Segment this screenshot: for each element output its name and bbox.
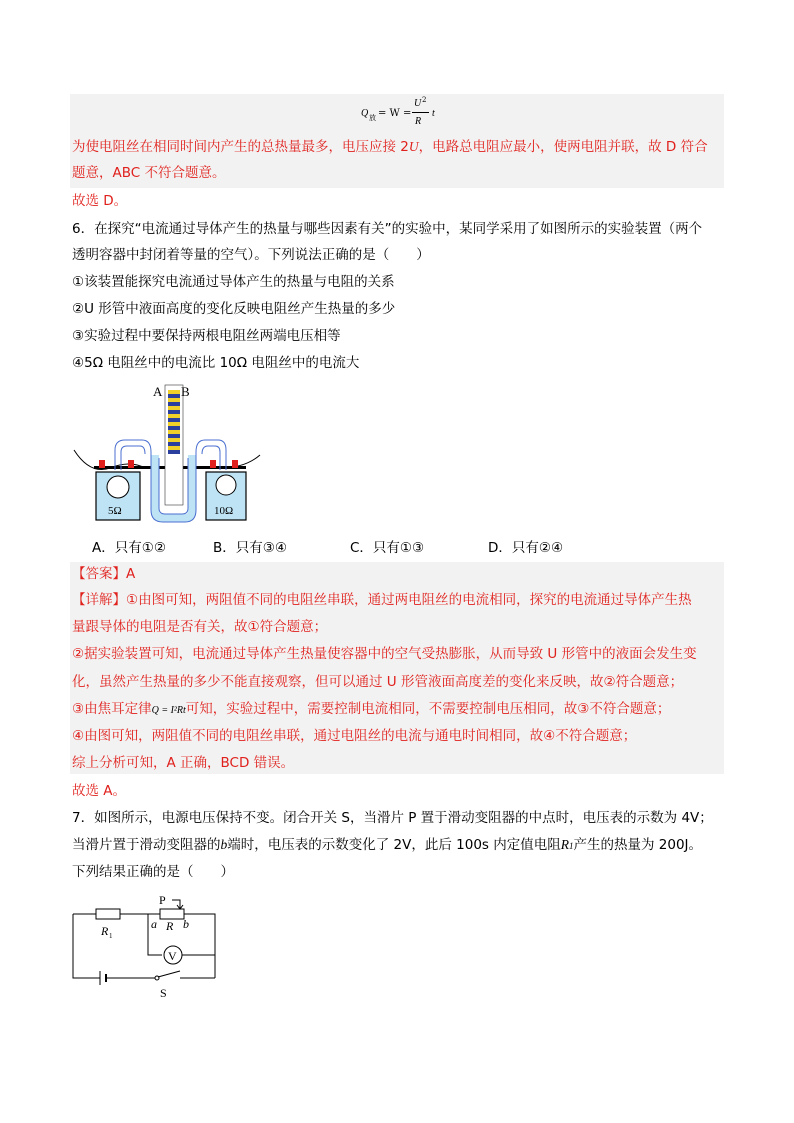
q7-stem-2-a: 当滑片置于滑动变阻器的 (72, 837, 221, 853)
prev-line1-b: ，电路总电阻应最小，使两电阻并联，故 D 符合 (418, 139, 708, 155)
q7-circuit-diagram (70, 888, 220, 1000)
joule-law-formula: Q = I²Rt (151, 705, 186, 716)
q6-detail-2: 量跟导体的电阻是否有关，故①符合题意； (72, 619, 328, 635)
rheostat-r-label: R (166, 919, 174, 933)
q7-stem-2-r-sub: 1 (569, 841, 574, 851)
voltmeter-label: V (168, 949, 177, 963)
formula-mid: = W = (378, 108, 412, 119)
q6-detail-5-a: ③由焦耳定律 (72, 701, 152, 717)
resistor-10-label: 10Ω (214, 505, 234, 517)
q6-item-2: ②U 形管中液面高度的变化反映电阻丝产生热量的多少 (72, 301, 396, 317)
q7-stem-3: 下列结果正确的是（ ） (72, 864, 234, 880)
terminal-a-label: a (151, 917, 157, 931)
formula-fraction-bar (412, 112, 429, 113)
q6-detail-5-b: 可知，实验过程中，需要控制电流相同，不需要控制电压相同，故③不符合题意； (185, 701, 671, 717)
formula-num: U (414, 98, 422, 109)
slider-p-label: P (159, 893, 166, 907)
q7-stem-2-d: 产生的热量为 200J。 (573, 837, 703, 853)
r1-label: R (101, 924, 109, 938)
formula-q: Q (361, 108, 369, 119)
formula-t: t (432, 108, 435, 119)
q6-item-3: ③实验过程中要保持两根电阻丝两端电压相等 (72, 328, 341, 344)
formula-den: R (415, 116, 422, 127)
q6-detail-4: 化，虽然产生热量的多少不能直接观察，但可以通过 U 形管液面高度差的变化来反映，故②符合题意； (72, 674, 684, 690)
q6-option-c[interactable]: C．只有①③ (350, 540, 425, 556)
resistor-5-label: 5Ω (108, 505, 122, 517)
q6-stem-1: 6．在探究“电流通过导体产生的热量与哪些因素有关”的实验中，某同学采用了如图所示的实验装置（两个 (72, 221, 703, 237)
q6-detail-3: ②据实验装置可知，电流通过导体产生热量使容器中的空气受热膨胀，从而导致 U 形管中的液面会发生变 (72, 646, 697, 662)
formula-sup: 2 (422, 96, 427, 104)
q6-choice: 故选 A。 (72, 783, 127, 799)
q6-summary: 综上分析可知，A 正确，BCD 错误。 (72, 755, 295, 771)
q6-option-b[interactable]: B．只有③④ (213, 540, 287, 556)
q7-stem-2-r: R (560, 837, 569, 852)
switch-s-label: S (160, 986, 167, 1000)
q6-stem-2: 透明容器中封闭着等量的空气）。下列说法正确的是（ ） (72, 247, 430, 263)
prev-line1-a: 为使电阻丝在相同时间内产生的总热量最多，电压应接 2 (72, 139, 409, 155)
heat-formula (361, 96, 441, 130)
r1-sub-label: 1 (109, 932, 113, 940)
u-tube-scale-stripes (168, 390, 180, 454)
q6-detail-5 (72, 699, 670, 721)
tube-label-a: A (153, 384, 163, 399)
q7-stem-1: 7．如图所示，电源电压保持不变。闭合开关 S，当滑片 P 置于滑动变阻器的中点时，电压表的示数为 4V； (72, 810, 713, 826)
joule-heating-apparatus-figure (70, 380, 270, 525)
q6-detail-1: 【详解】①由图可知，两阻值不同的电阻丝串联，通过两电阻丝的电流相同，探究的电流通过导体产生热 (72, 592, 692, 608)
tube-label-b: B (181, 384, 190, 399)
formula-sub: 放 (369, 114, 376, 122)
terminal-b-label: b (183, 917, 189, 931)
q6-item-1: ①该装置能探究电流通过导体产生的热量与电阻的关系 (72, 274, 395, 290)
q7-stem-2 (72, 835, 702, 856)
q7-stem-2-c: 端时，电压表的示数变化了 2V，此后 100s 内定值电阻 (227, 837, 561, 853)
prev-solution-line-1 (72, 137, 708, 157)
q6-option-d[interactable]: D．只有②④ (488, 540, 564, 556)
q6-answer: 【答案】A (72, 566, 136, 582)
prev-line1-u: U (408, 139, 419, 154)
prev-solution-line-2: 题意，ABC 不符合题意。 (72, 165, 226, 181)
q6-option-a[interactable]: A．只有①② (92, 540, 166, 556)
prev-solution-choice: 故选 D。 (72, 193, 128, 209)
q6-item-4: ④5Ω 电阻丝中的电流比 10Ω 电阻丝中的电流大 (72, 355, 360, 371)
q6-detail-6: ④由图可知，两阻值不同的电阻丝串联，通过电阻丝的电流与通电时间相同，故④不符合题意； (72, 728, 637, 744)
q7-stem-2-b: b (220, 837, 228, 852)
